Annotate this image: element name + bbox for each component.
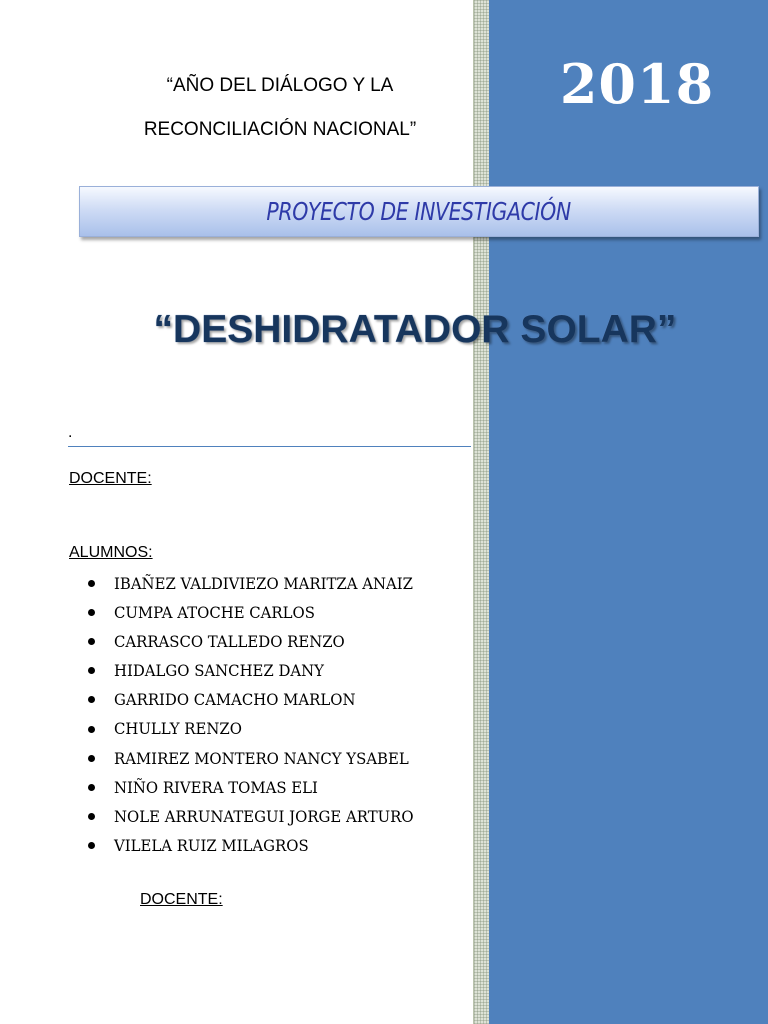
separator-line xyxy=(68,422,471,447)
motto-text xyxy=(60,64,500,152)
student-list xyxy=(88,569,436,860)
bullet-icon xyxy=(88,696,95,703)
list-item xyxy=(88,831,436,860)
student-name: RAMIREZ MONTERO NANCY YSABEL xyxy=(114,748,409,768)
bullet-icon xyxy=(88,784,95,791)
bullet-icon xyxy=(88,726,95,733)
student-name: CUMPA ATOCHE CARLOS xyxy=(114,603,315,623)
list-item xyxy=(88,744,436,773)
document-title: “DESHIDRATADOR SOLAR” xyxy=(153,308,677,351)
separator-dot: . xyxy=(68,424,73,441)
list-item xyxy=(88,773,436,802)
list-item xyxy=(88,627,436,656)
alumnos-label: ALUMNOS: xyxy=(69,544,153,561)
bullet-icon xyxy=(88,580,95,587)
student-name: IBAÑEZ VALDIVIEZO MARITZA ANAIZ xyxy=(114,574,413,593)
list-item xyxy=(88,714,436,743)
list-item xyxy=(88,802,436,831)
motto-line-2: RECONCILIACIÓN NACIONAL” xyxy=(143,119,417,140)
project-label: PROYECTO DE INVESTIGACIÓN xyxy=(266,197,572,226)
bullet-icon xyxy=(88,609,95,616)
list-item xyxy=(88,569,436,598)
list-item xyxy=(88,598,436,627)
student-name: GARRIDO CAMACHO MARLON xyxy=(114,690,356,710)
motto-line-1: “AÑO DEL DIÁLOGO Y LA xyxy=(166,75,394,96)
year-label: 2018 xyxy=(559,52,715,116)
bullet-icon xyxy=(88,813,95,820)
grid-pattern-strip xyxy=(473,0,490,1024)
blue-side-panel xyxy=(489,0,768,1024)
bullet-icon xyxy=(88,842,95,849)
bullet-icon xyxy=(88,667,95,674)
bullet-icon xyxy=(88,755,95,762)
docente-label-bottom: DOCENTE: xyxy=(140,891,223,908)
student-name: NOLE ARRUNATEGUI JORGE ARTURO xyxy=(114,806,414,826)
list-item xyxy=(88,656,436,685)
student-name: CHULLY RENZO xyxy=(114,719,242,739)
project-banner xyxy=(79,186,759,237)
student-name: CARRASCO TALLEDO RENZO xyxy=(114,632,345,652)
student-name: HIDALGO SANCHEZ DANY xyxy=(114,661,325,681)
student-name: VILELA RUIZ MILAGROS xyxy=(114,835,309,855)
bullet-icon xyxy=(88,638,95,645)
student-name: NIÑO RIVERA TOMAS ELI xyxy=(114,777,318,797)
list-item xyxy=(88,685,436,714)
docente-label: DOCENTE: xyxy=(69,470,152,487)
